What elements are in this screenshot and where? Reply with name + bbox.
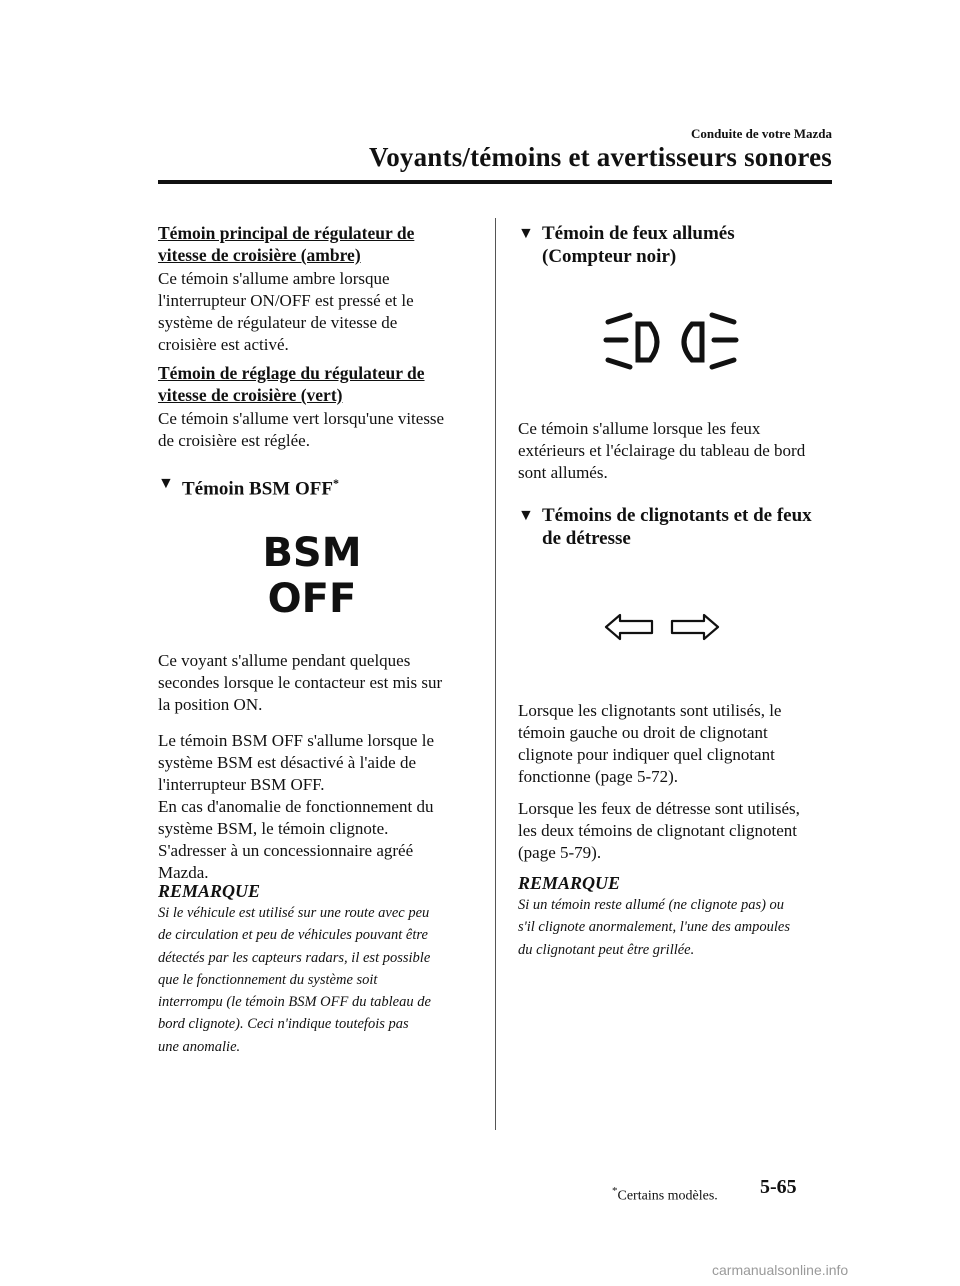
bsm-note: REMARQUE Si le véhicule est utilisé sur une route avec peu de circulation et peu de véhicules pouvant être détectés par les capteurs radars, il est possible que le fonctionnement du système soit interrompu (le témoin BSM OFF du tableau de bord clignote). Ceci n'indique toutefois pas une anomalie.	[158, 880, 470, 1058]
section-triangle-icon: ▼	[518, 225, 534, 242]
section-triangle-icon: ▼	[158, 475, 174, 492]
section-triangle-icon: ▼	[518, 507, 534, 524]
cruise-main-section	[158, 222, 470, 266]
cruise-main-text: Ce témoin s'allume ambre lorsque l'interrupteur ON/OFF est pressé et le système de régulateur de vitesse de croisière est activé.	[158, 269, 414, 354]
cruise-set-text: Ce témoin s'allume vert lorsqu'une vitesse de croisière est réglée.	[158, 409, 445, 450]
lights-heading: ▼ Témoin de feux allumés (Compteur noir)	[518, 223, 735, 267]
header-rule	[158, 180, 832, 184]
chapter-title: Conduite de votre Mazda	[691, 126, 832, 141]
bsm-icon-line2: OFF	[267, 576, 357, 618]
turn-right-arrow-icon	[672, 615, 718, 639]
bsm-icon-line1: BSM	[262, 530, 362, 576]
lights-on-icon	[600, 310, 750, 376]
lights-text: Ce témoin s'allume lorsque les feux extérieurs et l'éclairage du tableau de bord sont allumés.	[518, 419, 806, 482]
turn-signal-icons	[602, 610, 722, 644]
bsm-text-a: Ce voyant s'allume pendant quelques secondes lorsque le contacteur est mis sur la position ON.	[158, 651, 443, 714]
cruise-main-heading: Témoin principal de régulateur de vitesse de croisière (ambre)	[158, 223, 415, 265]
footer-models-note: *Certains modèles.	[612, 1185, 718, 1204]
turn-note: REMARQUE Si un témoin reste allumé (ne clignote pas) ou s'il clignote anormalement, l'une des ampoules du clignotant peut être grillée.	[518, 872, 830, 961]
cruise-set-heading: Témoin de réglage du régulateur de vitesse de croisière (vert)	[158, 363, 425, 405]
turn-text-b: Lorsque les feux de détresse sont utilisés, les deux témoins de clignotant clignotent (page 5-79).	[518, 799, 800, 862]
turn-left-arrow-icon	[606, 615, 652, 639]
bsm-off-icon	[262, 526, 362, 618]
turn-heading: ▼ Témoins de clignotants et de feux de détresse	[518, 505, 812, 549]
bsm-heading: ▼ Témoin BSM OFF*	[158, 472, 470, 500]
note-title: REMARQUE	[158, 881, 261, 901]
page-number: 5-65	[760, 1176, 797, 1198]
turn-text-a: Lorsque les clignotants sont utilisés, le témoin gauche ou droit de clignotant clignote pour indiquer quel clignotant fonctionne (page 5-72).	[518, 701, 782, 786]
bsm-text-b: Le témoin BSM OFF s'allume lorsque le système BSM est désactivé à l'aide de l'interrupteur BSM OFF. En cas d'anomalie de fonctionnement du système BSM, le témoin clignote. S'adresser à un concessionnaire agréé Mazda.	[158, 731, 434, 882]
column-divider	[495, 218, 496, 1130]
watermark: carmanualsonline.info	[712, 1262, 849, 1278]
note-title: REMARQUE	[518, 873, 621, 893]
section-title: Voyants/témoins et avertisseurs sonores	[368, 142, 832, 172]
